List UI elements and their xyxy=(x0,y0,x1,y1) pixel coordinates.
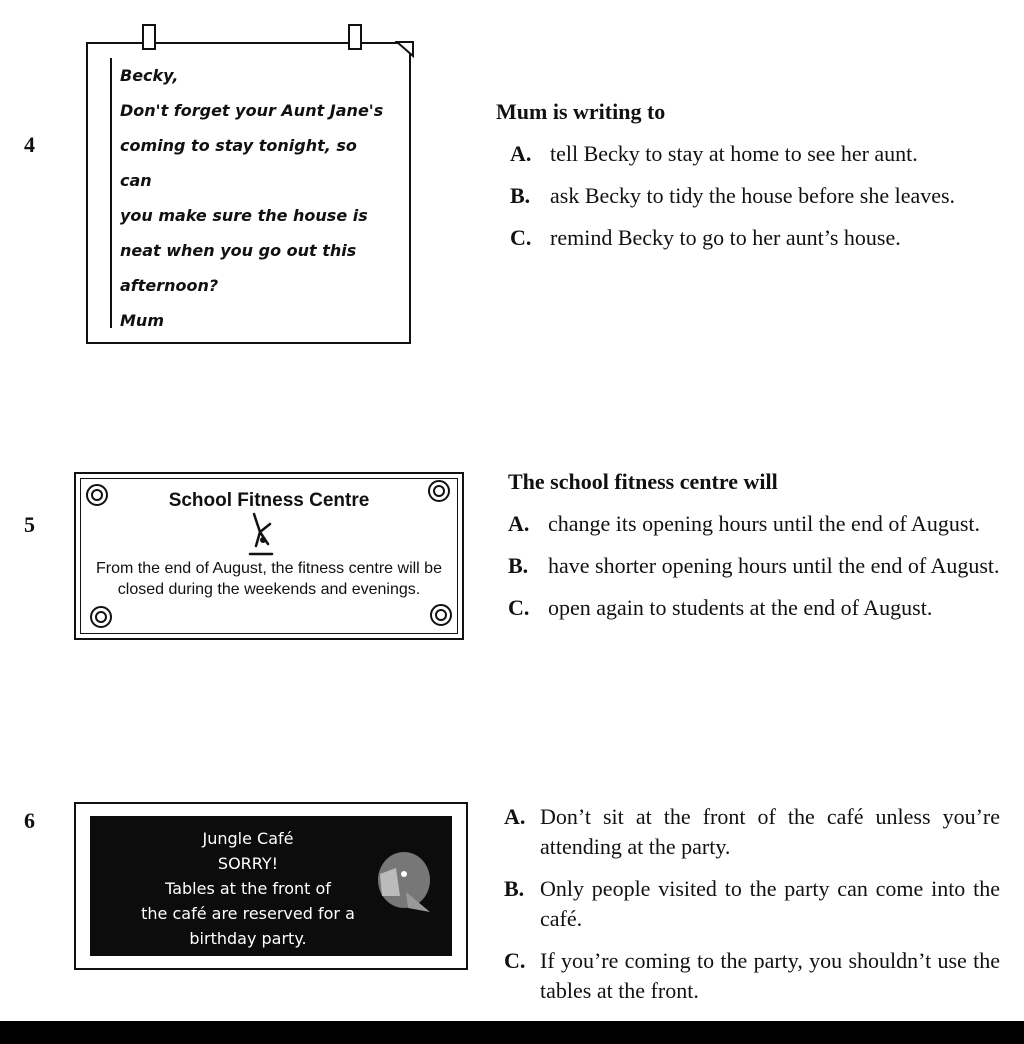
sign-text xyxy=(108,826,388,951)
note-text: Becky, Don't forget your Aunt Jane's coming to stay tonight, so can you make sure the house is neat when you go out this afternoon? Mum xyxy=(120,66,384,330)
screw-icon xyxy=(430,604,452,626)
option-text: Don’t sit at the front of the café unless you’re attending at the party. xyxy=(540,804,1000,859)
option-letter: C. xyxy=(508,595,530,620)
option-text: open again to students at the end of August. xyxy=(548,595,933,620)
option-6c[interactable] xyxy=(504,946,1000,1006)
sign-line: Jungle Café xyxy=(202,829,294,848)
question-5-stem: The school fitness centre will xyxy=(508,469,778,494)
option-text: ask Becky to tidy the house before she leaves. xyxy=(550,183,956,208)
option-letter: C. xyxy=(510,225,532,250)
question-6-options xyxy=(504,802,1000,1018)
note-from-mum xyxy=(86,42,411,344)
question-4-stem: Mum is writing to xyxy=(496,99,666,124)
gymnast-icon xyxy=(246,510,276,560)
option-letter: B. xyxy=(510,183,531,208)
jungle-cafe-sign xyxy=(74,802,468,970)
option-letter: A. xyxy=(510,141,532,166)
sign-body: From the end of August, the fitness centre will be closed during the weekends and evenings. xyxy=(96,560,442,598)
sign-line: SORRY! xyxy=(217,854,279,873)
option-6a[interactable] xyxy=(504,802,1000,862)
sign-black-panel xyxy=(90,816,452,956)
option-text: tell Becky to stay at home to see her aunt. xyxy=(550,141,918,166)
question-4-options xyxy=(496,97,1018,265)
option-6b[interactable] xyxy=(504,874,1000,934)
option-text: have shorter opening hours until the end of August. xyxy=(548,553,1000,578)
folded-corner-icon xyxy=(395,40,415,58)
option-letter: B. xyxy=(508,553,529,578)
option-letter: B. xyxy=(504,876,525,901)
option-4a[interactable] xyxy=(496,139,1018,169)
question-5-options xyxy=(508,467,1010,635)
option-text: change its opening hours until the end of August. xyxy=(548,511,980,536)
option-letter: A. xyxy=(504,804,526,829)
option-text: If you’re coming to the party, you shouldn’t use the tables at the front. xyxy=(540,948,1000,1003)
option-letter: A. xyxy=(508,511,530,536)
option-4c[interactable] xyxy=(496,223,1018,253)
option-text: Only people visited to the party can come into the café. xyxy=(540,876,1000,931)
tape-left-icon xyxy=(142,24,156,50)
fitness-centre-sign xyxy=(74,472,464,640)
option-text: remind Becky to go to her aunt’s house. xyxy=(550,225,901,250)
sign-line: the café are reserved for a xyxy=(141,904,355,923)
option-letter: C. xyxy=(504,948,526,973)
screw-icon xyxy=(90,606,112,628)
option-4b[interactable] xyxy=(496,181,1018,211)
tape-right-icon xyxy=(348,24,362,50)
option-5a[interactable] xyxy=(508,509,1010,539)
toucan-icon xyxy=(360,844,444,928)
option-5c[interactable] xyxy=(508,593,1010,623)
question-number-6: 6 xyxy=(24,808,35,833)
question-number-5: 5 xyxy=(24,512,35,537)
sign-line: Tables at the front of xyxy=(165,879,331,898)
sign-title: School Fitness Centre xyxy=(168,490,370,511)
note-paper xyxy=(110,58,388,328)
option-5b[interactable] xyxy=(508,551,1010,581)
question-number-4: 4 xyxy=(24,132,35,157)
bottom-black-bar xyxy=(0,1021,1024,1044)
sign-line: birthday party. xyxy=(189,929,307,948)
